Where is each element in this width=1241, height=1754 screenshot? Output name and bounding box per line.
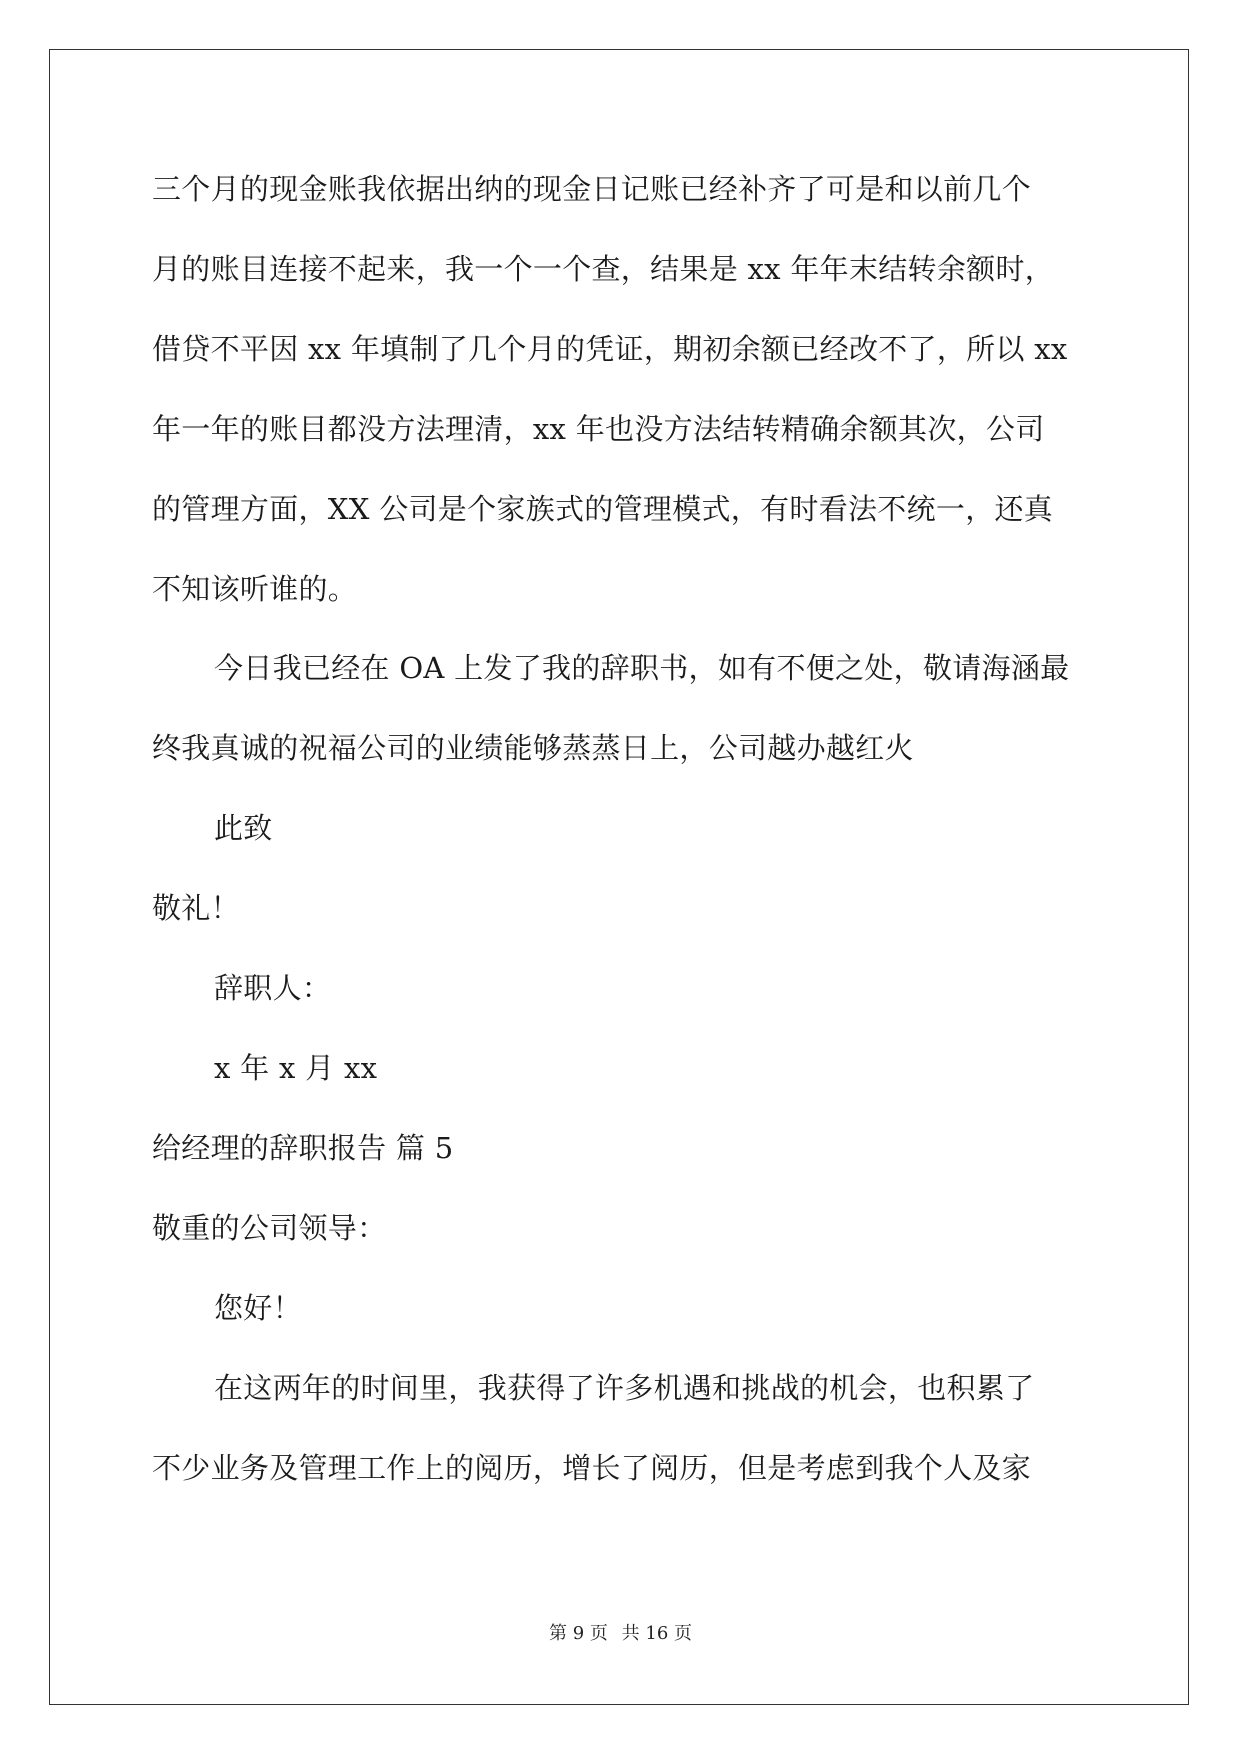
paragraph-line-2: 月的账目连接不起来，我一个一个查，结果是 xx 年年末结转余额时， — [152, 252, 1055, 286]
page-footer — [0, 1622, 1241, 1646]
section-heading: 给经理的辞职报告 篇 5 — [152, 1131, 454, 1165]
signature-label: 辞职人： — [214, 971, 332, 1005]
closing-jingli: 敬礼！ — [152, 891, 240, 925]
paragraph-line-3: 借贷不平因 xx 年填制了几个月的凭证，期初余额已经改不了，所以 xx — [152, 332, 1068, 366]
paragraph-line-1: 三个月的现金账我依据出纳的现金日记账已经补齐了可是和以前几个 — [152, 172, 1032, 206]
page-total: 共 16 页 — [621, 1623, 692, 1644]
paragraph-line-5: 的管理方面，XX 公司是个家族式的管理模式，有时看法不统一，还真 — [152, 492, 1054, 526]
paragraph-line-4: 年一年的账目都没方法理清，xx 年也没方法结转精确余额其次，公司 — [152, 412, 1045, 446]
greeting: 您好！ — [214, 1291, 302, 1325]
paragraph-line-16: 在这两年的时间里，我获得了许多机遇和挑战的机会，也积累了 — [214, 1371, 1035, 1405]
paragraph-line-17: 不少业务及管理工作上的阅历，增长了阅历，但是考虑到我个人及家 — [152, 1451, 1032, 1485]
paragraph-line-7: 今日我已经在 OA 上发了我的辞职书，如有不便之处，敬请海涵最 — [214, 651, 1070, 685]
paragraph-line-8: 终我真诚的祝福公司的业绩能够蒸蒸日上，公司越办越红火 — [152, 731, 914, 765]
signature-date: x 年 x 月 xx — [214, 1051, 378, 1085]
salutation: 敬重的公司领导： — [152, 1211, 387, 1245]
closing-cizhi: 此致 — [214, 811, 273, 845]
page-number: 第 9 页 — [549, 1623, 608, 1644]
paragraph-line-6: 不知该听谁的。 — [152, 572, 358, 606]
